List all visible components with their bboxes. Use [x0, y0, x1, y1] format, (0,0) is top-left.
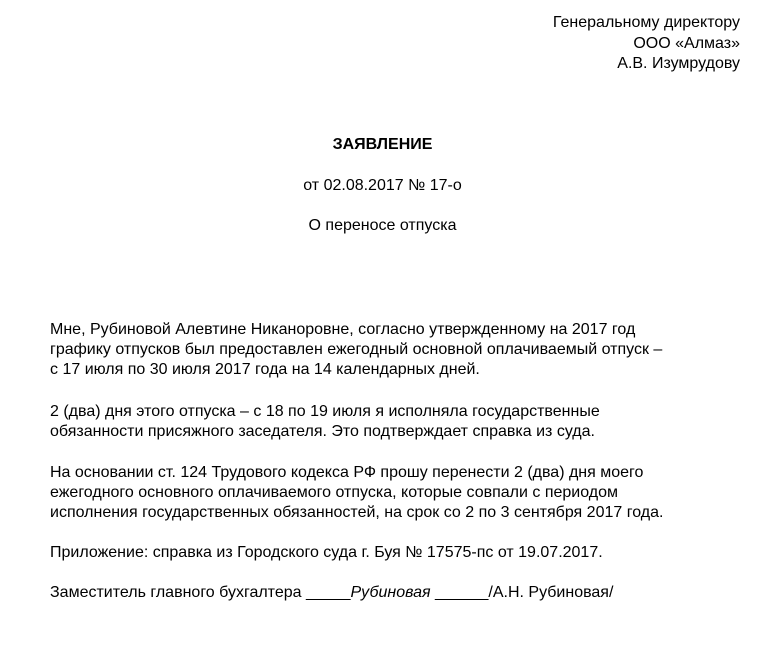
paragraph-request — [50, 463, 750, 523]
addressee-company: ООО «Алмаз» — [633, 34, 740, 52]
paragraph-line: исполнения государственных обязанностей, на срок со 2 по 3 сентября 2017 года. — [50, 504, 664, 521]
paragraph-line: 2 (два) дня этого отпуска – с 18 по 19 июля я исполняла государственные — [50, 403, 600, 420]
paragraph-line: графику отпусков был предоставлен ежегодный основной оплачиваемый отпуск – — [50, 341, 663, 358]
signature-blank-before: _____ — [305, 584, 351, 601]
paragraph-line: обязанности присяжного заседателя. Это подтверждает справка из суда. — [50, 423, 595, 440]
paragraph-vacation-info — [50, 320, 750, 380]
paragraph-line: На основании ст. 124 Трудового кодекса РФ прошу перенести 2 (два) дня моего — [50, 464, 644, 481]
signature: Рубиновая — [350, 584, 431, 601]
addressee-block — [553, 13, 740, 75]
addressee-name: А.В. Изумрудову — [617, 55, 740, 72]
signer-position: Заместитель главного бухгалтера — [50, 584, 306, 601]
paragraph-line: Мне, Рубиновой Алевтине Никаноровне, согласно утвержденному на 2017 год — [50, 321, 636, 338]
signer-name: /А.Н. Рубиновая/ — [488, 584, 614, 601]
document-title: ЗАЯВЛЕНИЕ — [332, 136, 433, 153]
signature-blank-after: ______ — [430, 584, 489, 601]
paragraph-line: ежегодного основного оплачиваемого отпуска, которые совпали с периодом — [50, 484, 619, 501]
paragraph-jury-duty — [50, 402, 750, 442]
paragraph-line: с 17 июля по 30 июля 2017 года на 14 календарных дней. — [50, 361, 480, 378]
signature-line — [50, 583, 750, 603]
addressee-position: Генеральному директору — [552, 14, 740, 31]
document-subject: О переносе отпуска — [308, 217, 457, 234]
attachment-line: Приложение: справка из Городского суда г. Буя № 17575-пс от 19.07.2017. — [50, 544, 603, 561]
document-date-number: от 02.08.2017 № 17-о — [303, 177, 462, 194]
